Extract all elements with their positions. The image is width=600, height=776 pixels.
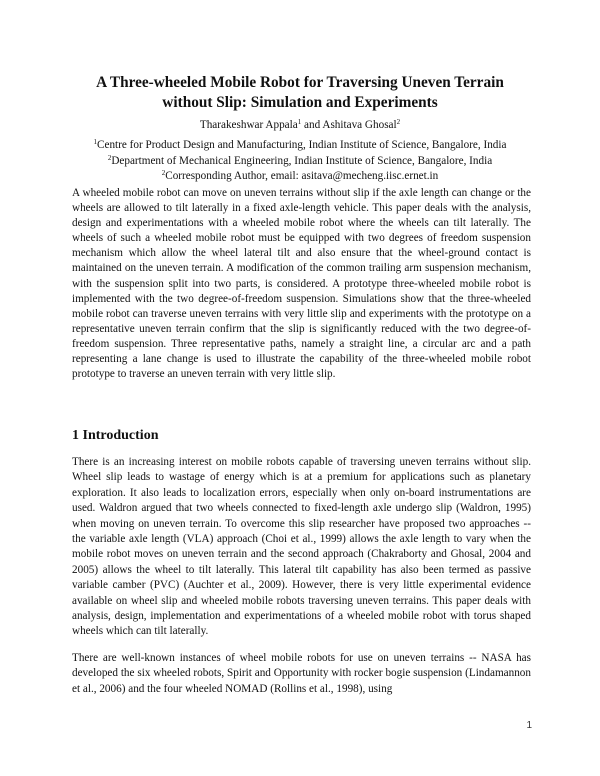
affiliation-text: Department of Mechanical Engineering, Indian Institute of Science, Bangalore, India <box>111 154 493 167</box>
author-name: Tharakeshwar Appala <box>199 119 298 131</box>
page-number: 1 <box>526 720 532 731</box>
body-paragraph: There are well-known instances of wheel mobile robots for use on uneven terrains -- NASA has developed the six wheeled robots, Spirit and Opportunity with rocker bogie suspension (Lindamannon et al., 2006) and the four wheeled NOMAD (Rollins et al., 1998), using <box>72 652 531 695</box>
abstract: A wheeled mobile robot can move on uneven terrains without slip if the axle length can change or the wheels are allowed to tilt laterally in a fixed axle-length vehicle. This paper deals with the analysis, design and experimentations with a wheeled mobile robot where the wheels can tilt laterally. The wheels of such a wheeled mobile robot must be equipped with two degrees of freedom suspension mechanism which allow the wheel lateral tilt and also ensure that the wheel-ground contact is maintained on the uneven terrain. A modification of the common trailing arm suspension mechanism, with the suspension split into two parts, is considered. A prototype three-wheeled mobile robot is implemented with the two degree-of-freedom suspension. Simulations show that the three-wheeled mobile robot can traverse uneven terrains with very little slip and experiments with the prototype on a representative uneven terrain confirm that the slip is significantly reduced with the two degree-of-freedom suspension. Three representative paths, namely a straight line, a circular arc and a path representing a lane change is used to illustrate the capability of the three-wheeled mobile robot prototype to traverse an uneven terrain with very little slip. <box>72 187 531 381</box>
affiliation-mark: 1 <box>93 138 98 146</box>
title-line-1: A Three-wheeled Mobile Robot for Traversing Uneven Terrain <box>96 74 504 91</box>
affiliation-mark: 2 <box>396 118 401 126</box>
affiliation-line <box>40 138 560 154</box>
affiliation-line <box>40 169 560 185</box>
body-paragraph: There is an increasing interest on mobile robots capable of traversing uneven terrains without slip. Wheel slip leads to wastage of energy which is at a premium for applications such as planetary exploration. It also leads to localization errors, especially when only on-board instrumentations are used. Waldron argued that two wheels connected to fixed-length axle undergo slip (Waldron, 1995) when moving on uneven terrain. To overcome this slip researcher have proposed two approaches -- the variable axle length (VLA) approach (Choi et al., 1999) allows the axle length to vary when the mobile robot moves on uneven terrain and the second approach (Chakraborty and Ghosal, 2004 and 2005) allows the wheel to tilt laterally. This lateral tilt capability has also been termed as passive variable camber (PVC) (Auchter et al., 2009). However, there is very little experimental evidence available on wheel slip and wheeled mobile robots traversing uneven terrains. This paper deals with analysis, design, implementation and experimentations of a wheeled mobile robot with torus shaped wheels which can tilt laterally. <box>72 456 531 638</box>
affiliation-mark: 1 <box>297 118 302 126</box>
affiliation-text: Corresponding Author, email: asitava@mecheng.iisc.ernet.in <box>165 170 439 182</box>
paper-title <box>60 73 540 113</box>
author-name: Ashitava Ghosal <box>322 119 397 131</box>
affiliation-line <box>40 154 560 170</box>
author-list <box>60 118 540 133</box>
affiliation-mark: 2 <box>161 169 166 177</box>
affiliation-text: Centre for Product Design and Manufacturing, Indian Institute of Science, Bangalore, India <box>97 139 507 151</box>
title-line-2: without Slip: Simulation and Experiments <box>162 94 438 111</box>
affiliation-mark: 2 <box>107 153 112 162</box>
author-conjunction: and <box>301 119 323 131</box>
section-heading: 1 Introduction <box>72 428 159 443</box>
affiliations <box>40 138 560 185</box>
